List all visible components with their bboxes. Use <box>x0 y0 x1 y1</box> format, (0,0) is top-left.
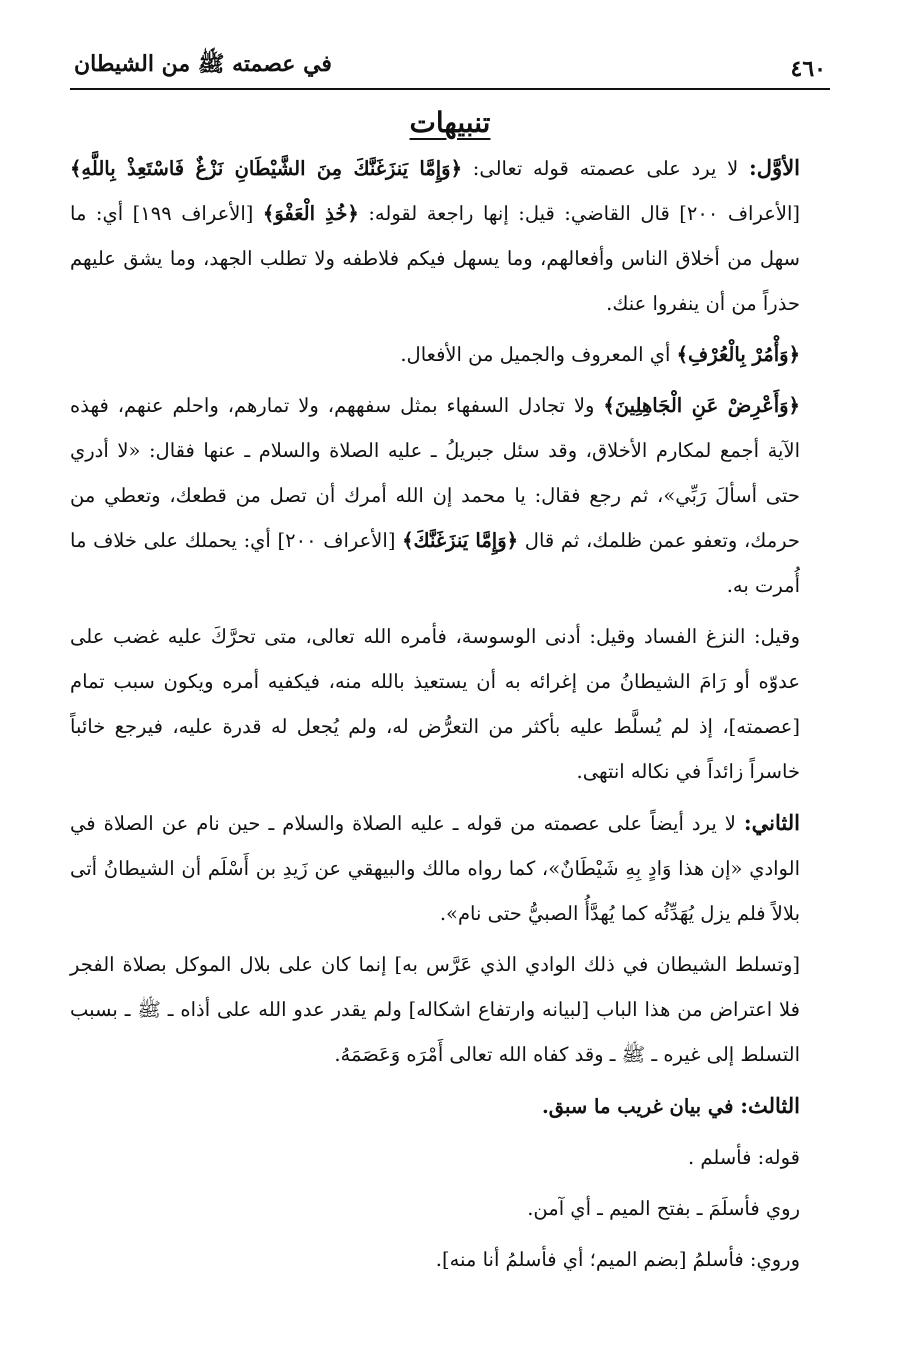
paragraph-first-note <box>70 145 830 326</box>
note-label-third: الثالث: <box>740 1093 800 1118</box>
page-number: ٤٦٠ <box>790 56 826 82</box>
running-title: في عصمته ﷺ من الشيطان <box>74 51 332 77</box>
note-label-first: الأوَّل: <box>749 155 801 180</box>
paragraph-qawluhu: قوله: فأسلم . <box>688 1146 800 1169</box>
paragraph-third-note <box>70 1083 830 1129</box>
book-page <box>70 50 830 1282</box>
paragraph-ruwiya-fath: روي فأسلَمَ ـ بفتح الميم ـ أي آمن. <box>527 1197 800 1220</box>
paragraph-text: [الأعراف ١٩٩] أي: ما سهل من أخلاق الناس وأفعالهم، وما يسهل فيكم فلاطفه ولا تطلب الجهد، وما يشق عليهم حذراً من أن ينفروا عنك. <box>70 202 800 315</box>
quran-quote: ﴿خُذِ الْعَفْوَ﴾ <box>262 202 359 225</box>
quran-quote: ﴿وَأَعْرِضْ عَنِ الْجَاهِلِينَ﴾ <box>603 394 800 417</box>
paragraph-text: لا يرد أيضاً على عصمته من قوله ـ عليه الصلاة والسلام ـ حين نام عن الصلاة في الوادي «إن هذا وَادٍ بِهِ شَيْطَانٌ»، كما رواه مالك والبيهقي عن زَيدِ بن أَسْلَم أن الشيطانُ أتى بلالاً فلم يزل يُهَدِّئُه كما يُهدَّأُ الصبيُّ حتى نام». <box>70 812 800 925</box>
section-title: تنبيهات <box>409 106 491 139</box>
paragraph-text: [الأعراف ٢٠٠] أي: يحملك على خلاف ما أُمرت به. <box>70 529 800 597</box>
quran-quote: ﴿وَأْمُرْ بِالْعُرْفِ﴾ <box>676 343 800 366</box>
note-label-second: الثاني: <box>743 810 800 835</box>
running-header <box>70 50 830 90</box>
quran-quote: ﴿وَإِمَّا يَنزَغَنَّكَ﴾ <box>402 529 519 552</box>
paragraph-amr-bil-urf <box>70 332 830 377</box>
paragraph-text: [الأعراف ٢٠٠] قال القاضي: قيل: إنها راجعة لقوله: <box>358 202 801 225</box>
paragraph-text: لا يرد على عصمته قوله تعالى: <box>462 157 750 180</box>
paragraph-second-note <box>70 800 830 936</box>
paragraph-aarid <box>70 383 830 608</box>
paragraph-ruwiya-damm: وروي: فأسلمُ [بضم الميم؛ أي فأسلمُ أنا منه]. <box>435 1248 800 1271</box>
paragraph-text: أي المعروف والجميل من الأفعال. <box>400 343 677 366</box>
quran-quote: ﴿وَإِمَّا يَنزَغَنَّكَ مِنَ الشَّيْطَانِ نَزْغٌ فَاسْتَعِذْ بِاللَّهِ﴾ <box>70 157 463 180</box>
paragraph-text: ولا تجادل السفهاء بمثل سفههم، ولا تمارهم، واحلم عنهم، فهذه الآية أجمع لمكارم الأخلاق، وقد سئل جبريلُ ـ عليه الصلاة والسلام ـ عنها فقال: «لا أدري حتى أسألَ رَبِّي»، ثم رجع فقال: يا محمد إن الله أمرك أن تصل من قطعك، وتعطي من حرمك، وتعفو عمن ظلمك، ثم قال <box>70 394 800 552</box>
paragraph-text: في بيان غريب ما سبق. <box>541 1095 741 1118</box>
paragraph-nazgh: وقيل: النزغ الفساد وقيل: أدنى الوسوسة، فأمره الله تعالى، متى تحرَّكَ عليه غضب على عدوّه أو رَامَ الشيطانُ من إغرائه به أن يستعيذ بالله منه، فيكفيه أمره ويكون سبب تمام [عصمته]، إذ لم يُسلَّط عليه بأكثر من التعرُّض له، ولم يُجعل له قدرة عليه، فيرجع خائباً خاسراً زائداً في نكاله انتهى. <box>70 625 800 783</box>
paragraph-bracketed-addition: [وتسلط الشيطان في ذلك الوادي الذي عَرَّس به] إنما كان على بلال الموكل بصلاة الفجر فلا اعتراض من هذا الباب [لبيانه وارتفاع اشكاله] ولم يقدر عدو الله على أذاه ـ ﷺ ـ بسبب التسلط إلى غيره ـ ﷺ ـ وقد كفاه الله تعالى أَمْرَه وَعَصَمَهُ. <box>70 953 800 1066</box>
